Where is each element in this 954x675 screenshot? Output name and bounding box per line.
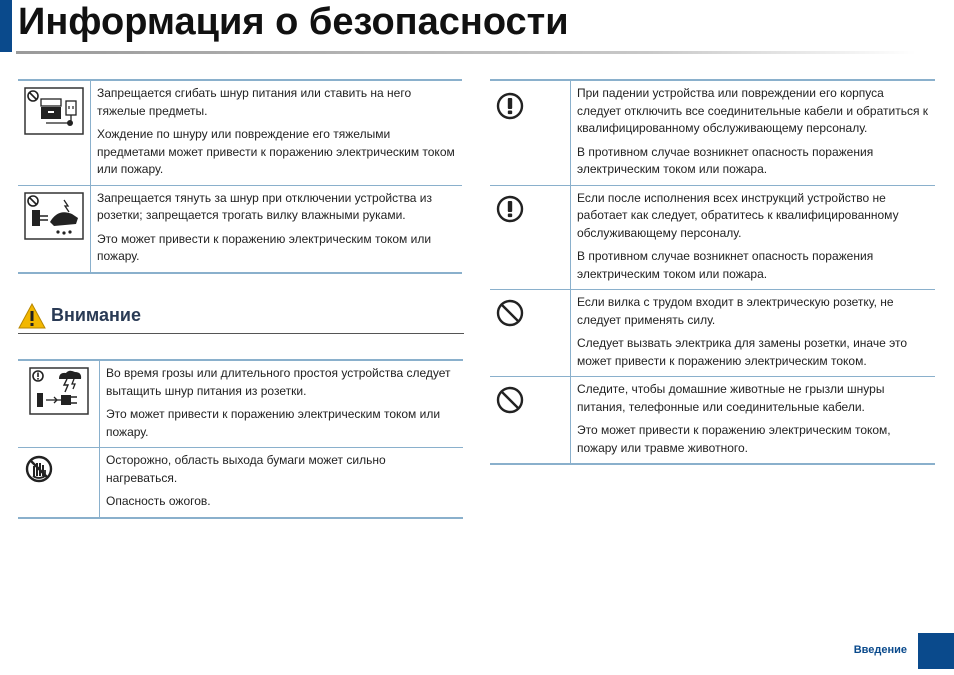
row-consequence: Это может привести к поражению электрическим током или пожару. <box>106 407 441 439</box>
icon-cell <box>18 81 91 185</box>
table-row <box>490 377 935 463</box>
row-statement: Осторожно, область выхода бумаги может сильно нагреваться. <box>106 453 386 485</box>
row-text <box>571 290 935 376</box>
row-text <box>571 377 935 463</box>
thunderstorm-unplug-icon <box>29 367 89 415</box>
row-consequence: Следует вызвать электрика для замены розетки, иначе это может привести к поражению электрическим током. <box>577 336 907 368</box>
row-consequence: Это может привести к поражению электрическим током, пожару или травме животного. <box>577 423 891 455</box>
page-marker <box>918 633 954 669</box>
table-row <box>18 81 462 186</box>
row-consequence: В противном случае возникнет опасность поражения электрическим током или пожара. <box>577 144 874 176</box>
title-accent-bar <box>0 0 12 52</box>
caution-safety-table <box>18 359 463 519</box>
row-text <box>91 81 462 185</box>
row-text <box>571 81 935 185</box>
icon-cell <box>18 186 91 272</box>
row-consequence: Это может привести к поражению электрическим током или пожару. <box>97 231 432 263</box>
row-consequence: Хождение по шнуру или повреждение его тяжелыми предметами может привести к поражению электрическим током или пожару. <box>97 127 455 176</box>
warning-triangle-icon <box>18 303 46 329</box>
section-link[interactable]: Введение <box>853 644 907 656</box>
row-consequence: В противном случае возникнет опасность поражения электрическим током или пожара. <box>577 249 874 281</box>
row-statement: Если вилка с трудом входит в электрическую розетку, не следует применять силу. <box>577 295 894 327</box>
mandatory-exclamation-icon <box>495 91 525 121</box>
right-safety-table <box>490 79 935 465</box>
icon-cell <box>18 361 100 447</box>
prohibited-circle-icon <box>495 298 525 328</box>
icon-cell <box>490 290 571 376</box>
row-statement: При падении устройства или повреждении его корпуса следует отключить все соединительные кабели и обратиться к квалифицированному обслуживающему персоналу. <box>577 86 929 135</box>
prohibited-circle-icon <box>495 385 525 415</box>
table-row <box>18 448 463 517</box>
table-row <box>18 361 463 448</box>
row-text <box>100 448 463 517</box>
row-text <box>571 186 935 290</box>
title-divider <box>16 51 916 54</box>
row-text <box>100 361 463 447</box>
row-statement: Во время грозы или длительного простоя устройства следует вытащить шнур питания из розетки. <box>106 366 451 398</box>
caution-heading <box>18 301 464 334</box>
row-statement: Если после исполнения всех инструкций устройство не работает как следует, обратитесь к квалифицированному обслуживающему персоналу. <box>577 190 899 240</box>
row-statement: Следите, чтобы домашние животные не грызли шнуры питания, телефонные или соединительные кабели. <box>577 382 885 414</box>
row-consequence: Опасность ожогов. <box>106 494 211 508</box>
table-row <box>490 81 935 186</box>
icon-cell <box>490 81 571 185</box>
mandatory-exclamation-icon <box>495 194 525 224</box>
table-row <box>490 290 935 377</box>
caution-title: Внимание <box>51 305 141 325</box>
icon-cell <box>490 377 571 463</box>
icon-cell <box>490 186 571 290</box>
icon-cell <box>18 448 100 517</box>
prohibited-pull-cord-wet-hands-icon <box>24 192 84 240</box>
page-title: Информация о безопасности <box>18 1 569 43</box>
row-statement: Запрещается тянуть за шнур при отключении устройства из розетки; запрещается трогать вилку влажными руками. <box>97 190 433 222</box>
prohibited-cord-heavy-objects-icon <box>24 87 84 135</box>
hot-surface-no-touch-icon <box>24 454 54 484</box>
left-safety-table <box>18 79 462 274</box>
table-row <box>18 186 462 272</box>
table-row <box>490 186 935 291</box>
row-statement: Запрещается сгибать шнур питания или ставить на него тяжелые предметы. <box>97 86 412 118</box>
row-text <box>91 186 462 272</box>
